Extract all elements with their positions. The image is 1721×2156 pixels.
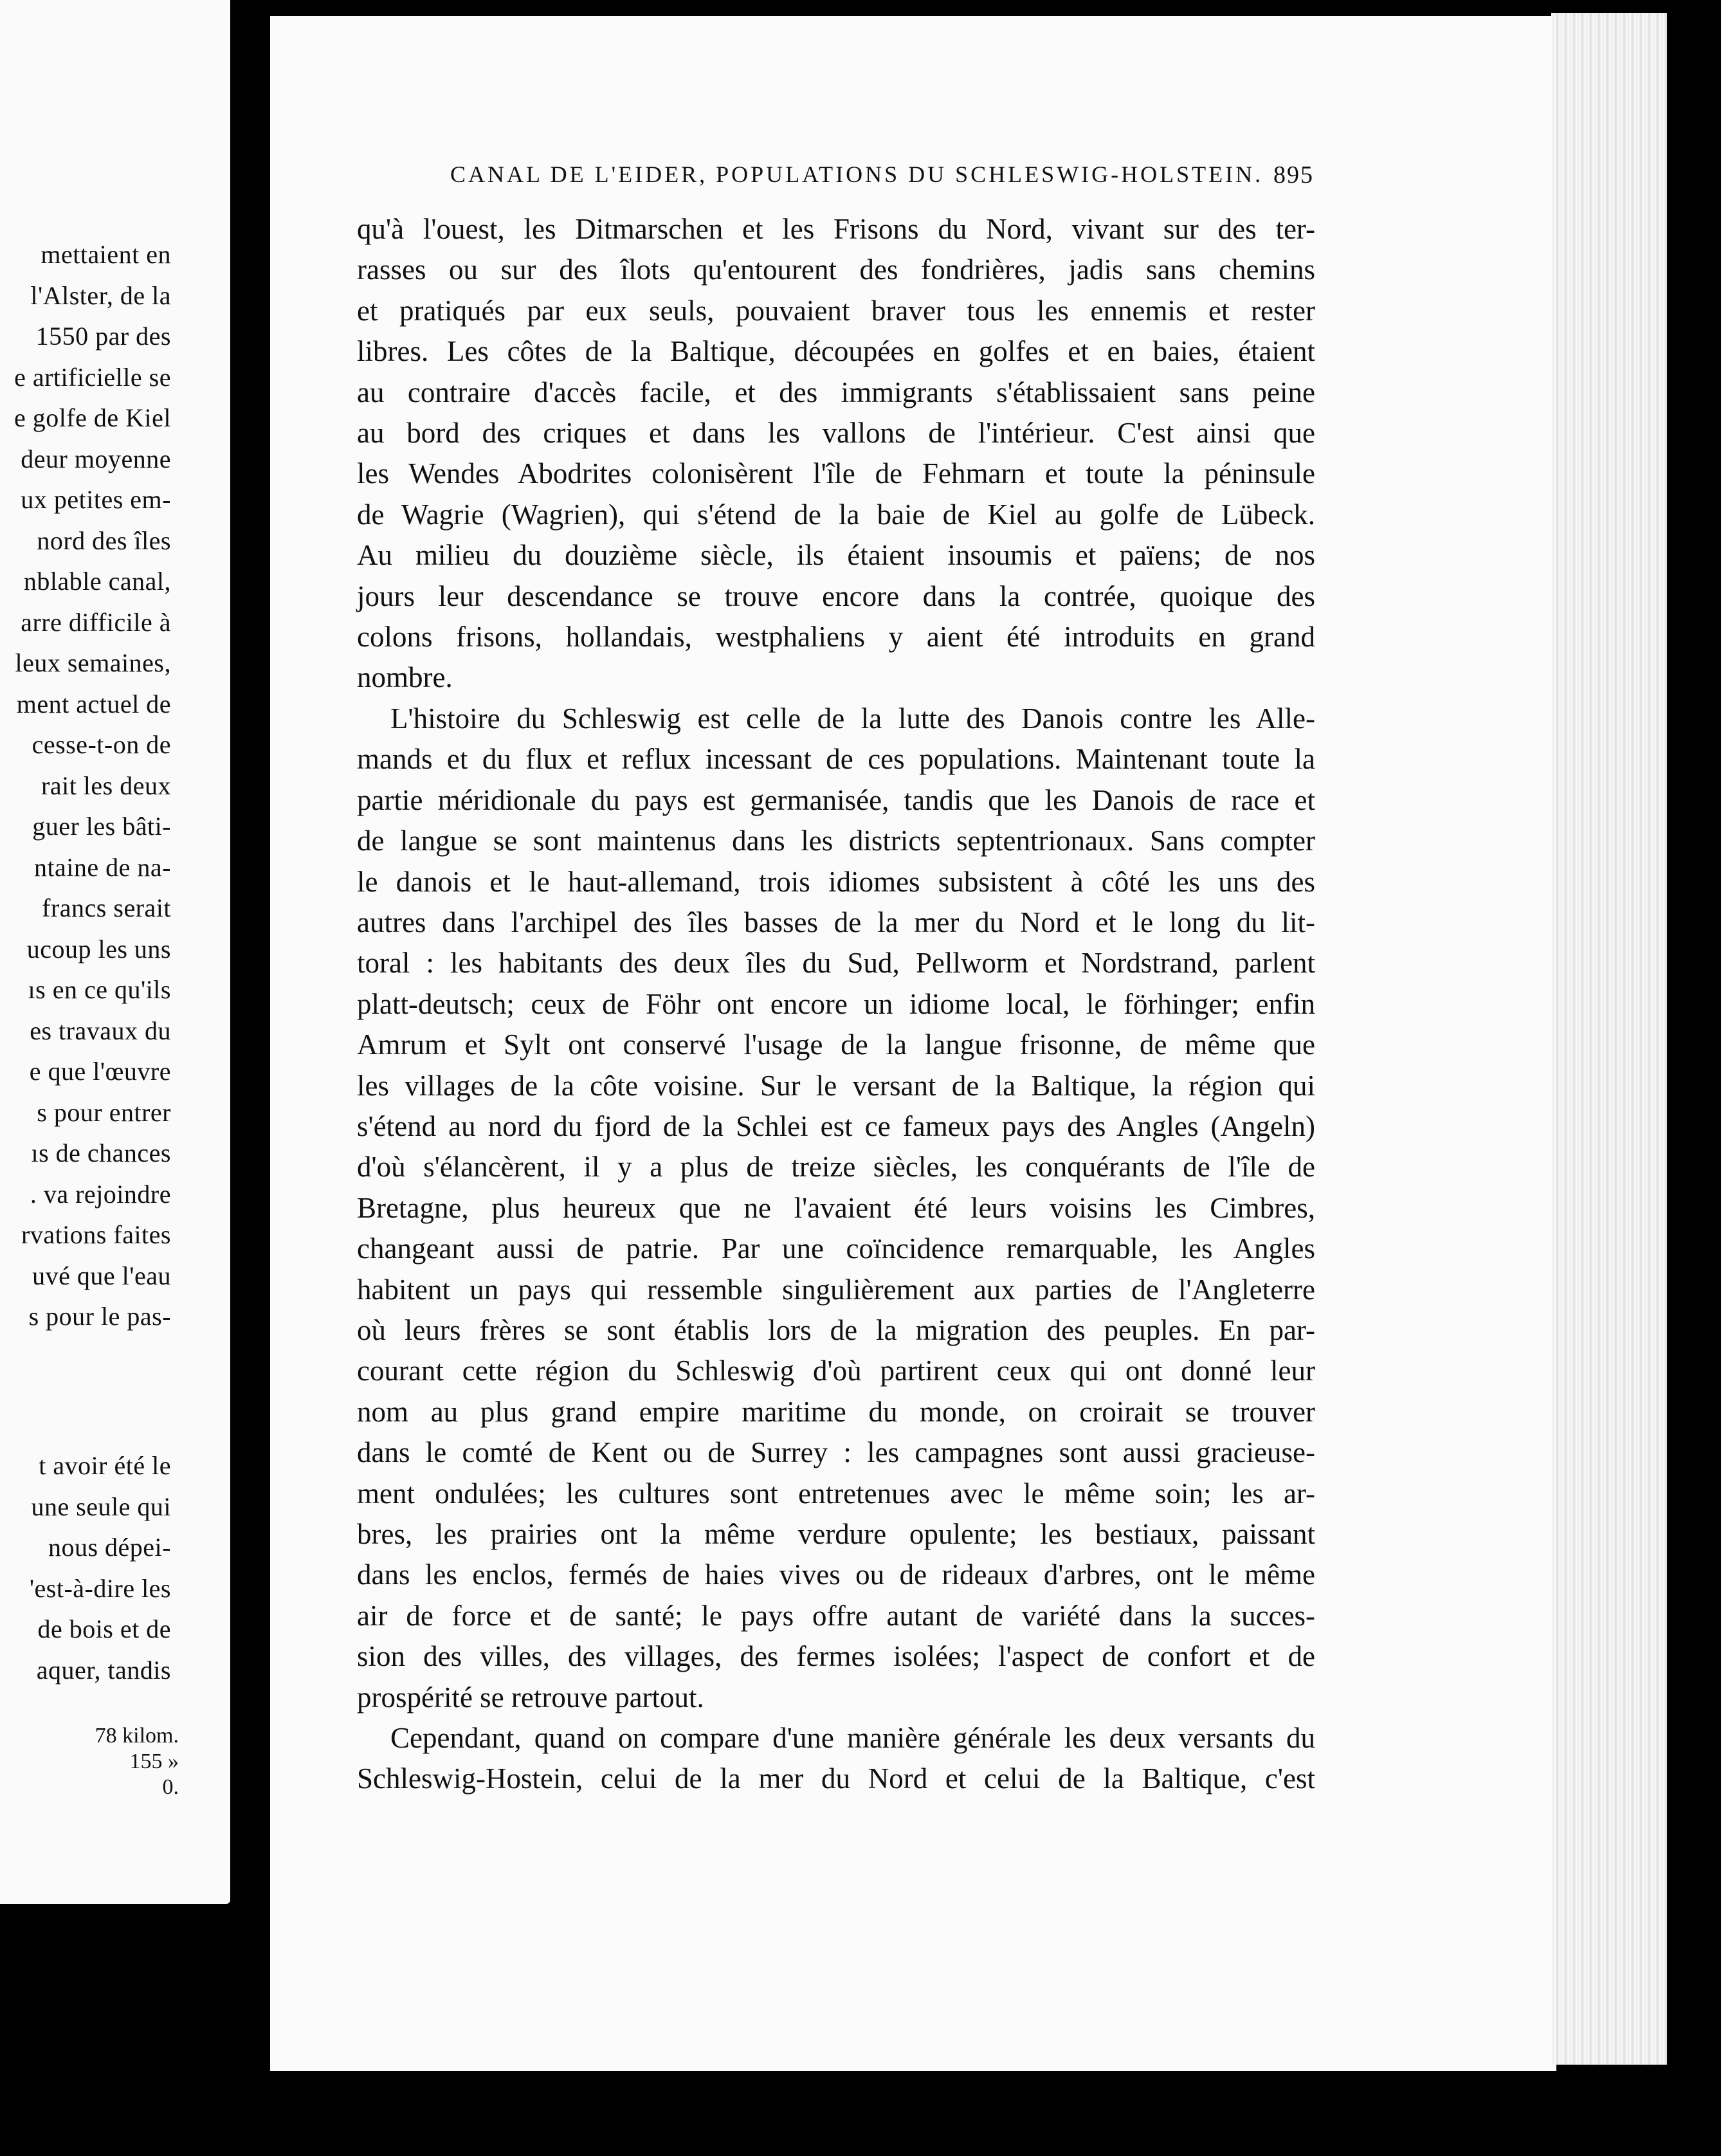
- left-page-line: mettaient en: [41, 240, 171, 269]
- left-page-line: ucoup les uns: [26, 934, 171, 964]
- left-page-line: s pour le pas-: [28, 1302, 171, 1331]
- left-page-line: es travaux du: [30, 1016, 171, 1045]
- left-page-line: ux petites em-: [21, 485, 171, 514]
- scan-border: [1667, 0, 1721, 2156]
- left-page-line: e artificielle se: [14, 362, 171, 392]
- text-line: libres. Les côtes de la Baltique, découpées en golfes et en baies, étaient: [357, 335, 1315, 368]
- left-page-footnote: 155 »: [129, 1749, 179, 1773]
- left-page-line: nord des îles: [37, 525, 171, 555]
- text-line: nombre.: [357, 661, 453, 694]
- text-line: mands et du flux et reflux incessant de ces populations. Maintenant toute la: [357, 743, 1315, 776]
- left-page-line: guer les bâti-: [32, 812, 171, 841]
- left-page-line: 1550 par des: [35, 322, 171, 351]
- text-line: au contraire d'accès facile, et des immigrants s'établissaient sans peine: [357, 376, 1315, 408]
- left-page: [0, 0, 230, 1904]
- text-line: L'histoire du Schleswig est celle de la lutte des Danois contre les Alle-: [390, 702, 1315, 735]
- text-line: colons frisons, hollandais, westphaliens y aient été introduits en grand: [357, 621, 1315, 653]
- text-line: sion des villes, des villages, des fermes isolées; l'aspect de confort et de: [357, 1640, 1315, 1673]
- text-line: Schleswig-Hostein, celui de la mer du Nord et celui de la Baltique, c'est: [357, 1762, 1315, 1795]
- left-page-line: ıs de chances: [31, 1138, 171, 1167]
- text-line: dans le comté de Kent ou de Surrey : les campagnes sont aussi gracieuse-: [357, 1436, 1315, 1469]
- text-line: autres dans l'archipel des îles basses de la mer du Nord et le long du lit-: [357, 906, 1315, 938]
- text-line: habitent un pays qui ressemble singulièrement aux parties de l'Angleterre: [357, 1273, 1315, 1306]
- left-page-line: uvé que l'eau: [32, 1261, 171, 1290]
- text-line: s'étend au nord du fjord de la Schlei est ce fameux pays des Angles (Angeln): [357, 1110, 1315, 1142]
- left-page-line: francs serait: [42, 893, 171, 922]
- text-line: de langue se sont maintenus dans les districts septentrionaux. Sans compter: [357, 825, 1315, 857]
- running-head: CANAL DE L'EIDER, POPULATIONS DU SCHLESWIG-HOLSTEIN.: [450, 161, 1264, 187]
- text-line: dans les enclos, fermés de haies vives ou de rideaux d'arbres, ont le même: [357, 1558, 1315, 1591]
- left-page-line: nous dépei-: [48, 1533, 171, 1562]
- left-page-line: de bois et de: [37, 1614, 171, 1643]
- left-page-line: aquer, tandis: [36, 1655, 171, 1685]
- paragraph: [357, 209, 1315, 699]
- text-line: Bretagne, plus heureux que ne l'avaient été leurs voisins les Cimbres,: [357, 1191, 1315, 1224]
- text-line: où leurs frères se sont établis lors de la migration des peuples. En par-: [357, 1313, 1315, 1346]
- text-line: bres, les prairies ont la même verdure opulente; les bestiaux, paissant: [357, 1518, 1315, 1550]
- left-page-line: s pour entrer: [37, 1097, 171, 1127]
- left-page-line: l'Alster, de la: [30, 280, 171, 310]
- text-line: changeant aussi de patrie. Par une coïncidence remarquable, les Angles: [357, 1232, 1315, 1265]
- left-page-line: t avoir été le: [39, 1451, 171, 1480]
- text-line: toral : les habitants des deux îles du Sud, Pellworm et Nordstrand, parlent: [357, 947, 1315, 980]
- text-line: nom au plus grand empire maritime du monde, on croirait se trouver: [357, 1395, 1315, 1428]
- text-line: les villages de la côte voisine. Sur le versant de la Baltique, la région qui: [357, 1069, 1315, 1102]
- left-page-footnote: 0.: [162, 1775, 179, 1799]
- left-page-line: 'est-à-dire les: [29, 1573, 171, 1603]
- text-line: courant cette région du Schleswig d'où partirent ceux qui ont donné leur: [357, 1355, 1315, 1387]
- text-line: Au milieu du douzième siècle, ils étaient insoumis et païens; de nos: [357, 539, 1315, 572]
- page-edges: [1551, 13, 1667, 2065]
- text-line: prospérité se retrouve partout.: [357, 1681, 704, 1713]
- text-line: de Wagrie (Wagrien), qui s'étend de la baie de Kiel au golfe de Lübeck.: [357, 498, 1315, 531]
- text-line: rasses ou sur des îlots qu'entourent des fondrières, jadis sans chemins: [357, 253, 1315, 286]
- left-page-line: ıs en ce qu'ils: [28, 975, 171, 1004]
- body-text: [357, 209, 1315, 1800]
- text-line: d'où s'élancèrent, il y a plus de treize siècles, les conquérants de l'île de: [357, 1151, 1315, 1183]
- left-page-line: arre difficile à: [21, 607, 171, 637]
- page-number: 895: [1273, 161, 1314, 188]
- paragraph: [357, 1718, 1315, 1800]
- left-page-line: rait les deux: [41, 771, 171, 800]
- left-page-line: leux semaines,: [15, 648, 171, 677]
- text-line: le danois et le haut-allemand, trois idiomes subsistent à côté les uns des: [357, 865, 1315, 898]
- left-page-line: e que l'œuvre: [29, 1057, 171, 1086]
- left-page-line: cesse-t-on de: [32, 730, 171, 759]
- left-page-line: e golfe de Kiel: [14, 403, 171, 432]
- text-line: Cependant, quand on compare d'une manière générale les deux versants du: [390, 1722, 1315, 1755]
- left-page-line: ment actuel de: [16, 689, 171, 718]
- text-line: jours leur descendance se trouve encore dans la contrée, quoique des: [357, 580, 1315, 612]
- left-page-line: ntaine de na-: [33, 852, 171, 882]
- left-page-footnote: 78 kilom.: [95, 1724, 179, 1748]
- left-page-line: une seule qui: [31, 1492, 171, 1521]
- text-line: Amrum et Sylt ont conservé l'usage de la langue frisonne, de même que: [357, 1028, 1315, 1061]
- text-line: au bord des criques et dans les vallons de l'intérieur. C'est ainsi que: [357, 417, 1315, 450]
- paragraph: [357, 699, 1315, 1718]
- left-page-line: deur moyenne: [21, 444, 171, 473]
- left-page-line: rvations faites: [21, 1220, 171, 1249]
- text-line: partie méridionale du pays est germanisée, tandis que les Danois de race et: [357, 783, 1315, 816]
- text-line: air de force et de santé; le pays offre autant de variété dans la succes-: [357, 1599, 1315, 1632]
- text-line: et pratiqués par eux seuls, pouvaient braver tous les ennemis et rester: [357, 294, 1315, 327]
- text-line: platt-deutsch; ceux de Föhr ont encore un idiome local, le förhinger; enfin: [357, 987, 1315, 1020]
- book-gutter: [230, 0, 270, 2156]
- left-page-line: . va rejoindre: [30, 1179, 171, 1209]
- text-line: les Wendes Abodrites colonisèrent l'île de Fehmarn et toute la péninsule: [357, 457, 1315, 490]
- text-line: qu'à l'ouest, les Ditmarschen et les Frisons du Nord, vivant sur des ter-: [357, 213, 1315, 245]
- left-page-line: nblable canal,: [23, 567, 171, 596]
- text-line: ment ondulées; les cultures sont entretenues avec le même soin; les ar-: [357, 1477, 1315, 1510]
